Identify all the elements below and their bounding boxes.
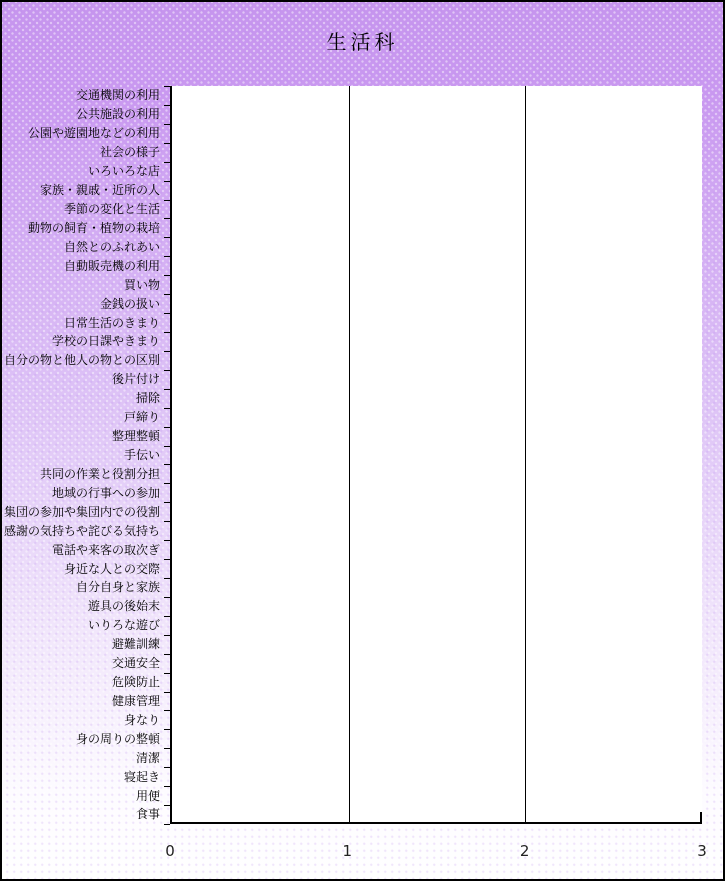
bar-row <box>172 635 702 654</box>
bar-row <box>172 540 702 559</box>
bar-row <box>172 408 702 427</box>
category-label: 日常生活のきまり <box>63 315 160 330</box>
x-axis-endcap-tick <box>700 812 702 824</box>
category-label: 交通安全 <box>111 656 160 671</box>
category-label: 寝起き <box>123 769 160 784</box>
bar-row <box>172 181 702 200</box>
category-label: 身近な人との交際 <box>63 561 160 576</box>
gridline <box>525 86 526 822</box>
bar-row <box>172 86 702 105</box>
bar-row <box>172 597 702 616</box>
bar-row <box>172 389 702 408</box>
category-label: 健康管理 <box>111 693 160 708</box>
category-label: 感謝の気持ちや詫びる気持ち <box>3 523 160 538</box>
bar-row <box>172 124 702 143</box>
category-label: いりろな遊び <box>87 618 160 633</box>
bar-series <box>172 86 702 824</box>
bar-row <box>172 616 702 635</box>
chart-title: 生活科 <box>326 30 399 54</box>
bar-row <box>172 729 702 748</box>
category-label: 電話や来客の取次ぎ <box>51 542 160 557</box>
bar-row <box>172 256 702 275</box>
category-label: 公共施設の利用 <box>75 107 160 122</box>
bar-row <box>172 654 702 673</box>
x-axis-tick-label: 2 <box>519 842 530 860</box>
category-label: 自分自身と家族 <box>75 580 160 595</box>
category-label: 遊具の後始末 <box>87 599 160 614</box>
y-axis-labels <box>2 86 165 824</box>
bar-row <box>172 748 702 767</box>
category-label: 身の周りの整頓 <box>75 731 160 746</box>
bar-row <box>172 673 702 692</box>
y-axis-tick <box>164 824 170 825</box>
category-label: 整理整頓 <box>111 429 160 444</box>
bar-row <box>172 105 702 124</box>
x-axis-tick-label: 1 <box>342 842 353 860</box>
bar-row <box>172 483 702 502</box>
bar-row <box>172 502 702 521</box>
gridline <box>349 86 350 822</box>
category-label: 地域の行事への参加 <box>51 485 160 500</box>
bar-row <box>172 786 702 805</box>
category-label: 家族・親戚・近所の人 <box>39 183 160 198</box>
x-axis-labels <box>2 842 723 864</box>
category-label: 社会の様子 <box>99 145 160 160</box>
category-label: 公園や遊園地などの利用 <box>27 126 160 141</box>
bar-row <box>172 218 702 237</box>
bar-row <box>172 446 702 465</box>
category-label: 自分の物と他人の物との区別 <box>3 353 160 368</box>
bar-row <box>172 559 702 578</box>
y-axis-line <box>170 86 172 824</box>
x-axis-line <box>170 822 702 824</box>
category-label: 自動販売機の利用 <box>63 258 160 273</box>
bar-row <box>172 427 702 446</box>
category-label: 危険防止 <box>111 675 160 690</box>
category-label: いろいろな店 <box>87 164 160 179</box>
x-axis-tick-label: 0 <box>165 842 175 860</box>
category-label: 食事 <box>135 807 160 822</box>
bar-row <box>172 710 702 729</box>
category-label: 後片付け <box>111 372 160 387</box>
bar-row <box>172 351 702 370</box>
category-label: 清潔 <box>135 750 160 765</box>
category-label: 身なり <box>123 712 160 727</box>
bar-row <box>172 767 702 786</box>
category-label: 共同の作業と役割分担 <box>39 466 160 481</box>
category-label: 用便 <box>135 788 160 803</box>
bar-row <box>172 692 702 711</box>
bar-row <box>172 578 702 597</box>
category-label: 避難訓練 <box>111 637 160 652</box>
bar-row <box>172 162 702 181</box>
bar-row <box>172 332 702 351</box>
bar-row <box>172 521 702 540</box>
x-axis-tick-label: 3 <box>697 842 707 860</box>
bar-row <box>172 275 702 294</box>
bar-row <box>172 294 702 313</box>
category-label: 戸締り <box>123 410 160 425</box>
category-label: 買い物 <box>123 277 160 292</box>
bar-row <box>172 200 702 219</box>
bar-row <box>172 313 702 332</box>
category-label: 金銭の扱い <box>99 296 160 311</box>
category-label: 季節の変化と生活 <box>63 201 160 216</box>
category-label: 手伝い <box>123 447 160 462</box>
category-label: 集団の参加や集団内での役割 <box>3 504 160 519</box>
bar-row <box>172 370 702 389</box>
bar-row <box>172 143 702 162</box>
bar-row <box>172 464 702 483</box>
category-label: 学校の日課やきまり <box>51 334 160 349</box>
bar-row <box>172 237 702 256</box>
category-label: 自然とのふれあい <box>63 239 160 254</box>
category-label: 掃除 <box>135 391 160 406</box>
category-label: 動物の飼育・植物の栽培 <box>27 220 160 235</box>
category-label: 交通機関の利用 <box>75 88 160 103</box>
